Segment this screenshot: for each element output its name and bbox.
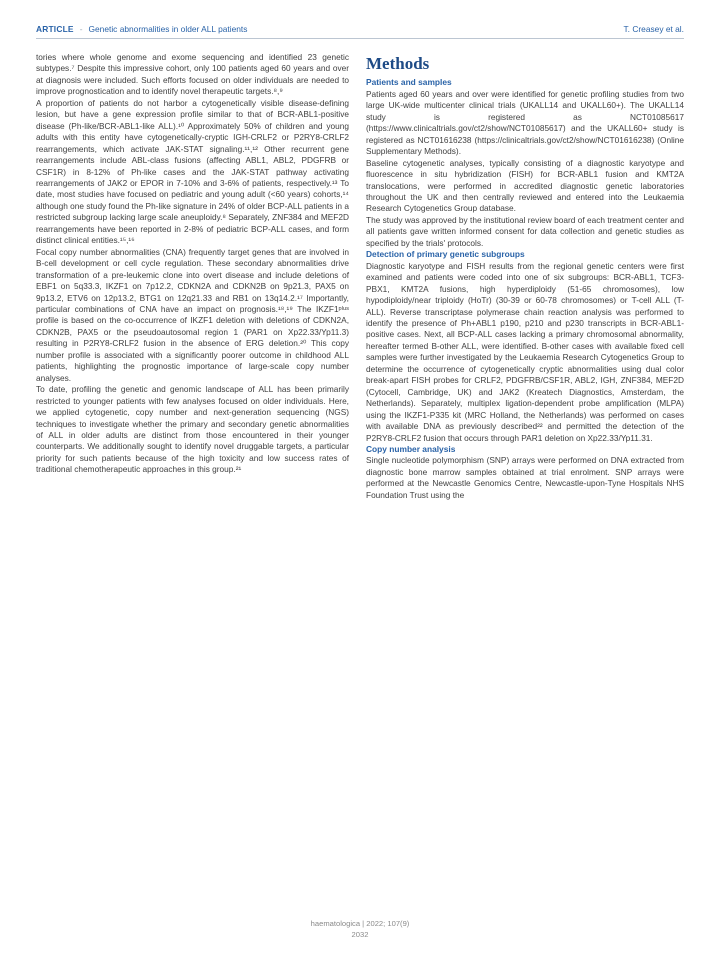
subsection-heading: Patients and samples (366, 77, 452, 88)
body-paragraph: Focal copy number abnormalities (CNA) frequently target genes that are involved in B-cell development or cell cycle regulation. These secondary abnormalities drive transformation of a pre-leukemic clone into overt disease and include deletions of EBF1 on 5q33.3, IKZF1 on 7p12.2, CDKN2A and CDKN2B on 9p21.3, PAX5 on 9p13.2, ETV6 on 12p13.2, BTG1 on 12q21.33 and RB1 on 13q14.2.¹⁷ Importantly, particular combinations of CNA have an impact on prognosis.¹⁸,¹⁹ The IKZF1ᵖˡᵘˢ profile is based on the co-occurrence of IKZF1 deletion with deletions of CDKN2A, CDKN2B, PAX5 or the pseudoautosomal region 1 (PAR1 on Xp22.33/Yp11.3) resulting in P2RY8-CRLF2 fusion in the absence of ERG deletion.²⁰ This copy number profile is associated with a significantly poorer outcome in childhood ALL patients, highlighting the prognostic importance of large-scale copy number analyses. (36, 246, 349, 383)
left-column (36, 52, 349, 476)
body-paragraph: Single nucleotide polymorphism (SNP) arrays were performed on DNA extracted from diagnostic bone marrow samples obtained at trial enrolment. SNP arrays were performed at the Newcastle Genomics Centre, Newcastle-upon-Tyne Hospitals NHS Foundation Trust using the (366, 455, 684, 500)
running-authors: T. Creasey et al. (623, 24, 684, 34)
journal-citation: haematologica | 2022; 107(9) (310, 919, 410, 928)
body-paragraph: Patients aged 60 years and over were identified for genetic profiling studies from two large UK-wide multicenter clinical trials (UKALL14 and UKALL60+). The UKALL14 study is registered as NCT01085617 (https://www.clinicaltrials.gov/ct2/show/NCT01085617) and the UKALL60+ study is registered as NCT01616238 (https://clinicaltrials.gov/ct2/show/NCT01616238) (Online Supplementary Methods). (366, 88, 684, 157)
running-header (36, 22, 684, 36)
header-left (36, 24, 247, 34)
body-paragraph: Diagnostic karyotype and FISH results from the regional genetic centers were first examined and patients were coded into one of six subgroups: BCR-ABL1, TCF3-PBX1, KMT2A fusions, high hyperdiploidy (51-65 chromosomes), low hypodiploidy/near triploidy (HoTr) (30-39 or 60-78 chromosomes) or T-cell ALL (T-ALL). Reverse transcriptase polymerase chain reaction analysis was performed to identify the presence of Ph+ABL1 p190, p210 and p230 transcripts in BCR-ABL1-positive cases. Next, all BCP-ALL cases lacking a primary chromosomal abnormality, hereafter termed B-other ALL, were identified. B-other cases with available fixed cell samples were further investigated by the Leukaemia Research Cytogenetics Group to determine the occurrence of cytogenetically cryptic abnormalities using dual color break-apart FISH probes for CRLF2, PDGFRB/CSF1R, ABL2, IGH, ZNF384, MEF2D (Cytocell, Cambridge, UK) and JAK2 (Kreatech Diagnostics, Amsterdam, the Netherlands). Separately, multiplex ligation-dependent probe amplification (MLPA) using the IKZF1-P335 kit (MRC Holland, the Netherlands) was performed on cases with available DNA as previously described²² and permitted the detection of the P2RY8-CRLF2 fusion that occurs through PAR1 deletion on Xp22.33/Yp11.31. (366, 260, 684, 443)
header-rule (36, 38, 684, 39)
page-footer (0, 918, 720, 940)
body-paragraph: A proportion of patients do not harbor a cytogenetically visible disease-defining lesion, but have a gene expression profile similar to that of BCR-ABL1-positive disease (Ph-like/BCR-ABL1-like ALL).¹⁰ Approximately 50% of children and young adults with this entity have cytogenetically-cryptic IGH-CRLF2 or P2RY8-CRLF2 rearrangements, which activate JAK-STAT signaling.¹¹,¹² Other recurrent gene rearrangements include ABL-class fusions (affecting ABL1, ABL2, PDGFRB or CSF1R) in 8-12% of Ph-like cases and the JAK-STAT pathway activating rearrangements of JAK2 or EPOR in 7-10% and 3-6% of patients, respectively.¹³ To date, most studies have focused on pediatric and young adult (<60 years) cohorts,¹⁴ although one study found the Ph-like signature in 24% of older BCP-ALL patients in a restricted subgroup lacking large scale aneuploidy.⁸ Separately, ZNF384 and MEF2D rearrangements have been reported in 2-8% of pediatric BCP-ALL cases, and form distinct clinical entities.¹⁵,¹⁶ (36, 97, 349, 246)
page-number: 2032 (351, 930, 369, 939)
right-column (366, 52, 684, 501)
section-heading-methods: Methods (366, 54, 430, 73)
subsection-heading: Copy number analysis (366, 443, 456, 454)
article-type-label: ARTICLE (36, 24, 74, 34)
subsection-heading: Detection of primary genetic subgroups (366, 249, 525, 260)
body-paragraph: Baseline cytogenetic analyses, typically consisting of a diagnostic karyotype and fluorescence in situ hybridization (FISH) for BCR-ABL1 fusion and KMT2A translocations, were performed in accredited diagnostic genetic laboratories throughout the UK and then centrally reviewed and entered into the Leukaemia Research Cytogenetics Group database. (366, 157, 684, 214)
body-paragraph: To date, profiling the genetic and genomic landscape of ALL has been primarily restricted to younger patients with few analyses focused on older individuals. Here, we applied cytogenetic, copy number and next-generation sequencing (NGS) techniques to investigate whether the primary and secondary genetic abnormalities of ALL in older adults are distinct from those encountered in their younger counterparts. We additionally sought to identify novel druggable targets, a particular priority for such patients because of the high toxicity and low success rates of traditional chemotherapeutic approaches in this group.²¹ (36, 384, 349, 475)
body-paragraph: tories where whole genome and exome sequencing and identified 23 genetic subtypes.⁷ Despite this impressive cohort, only 100 patients aged 60 years and over at diagnosis were included. Such efforts focused on older individuals are needed to improve prognostication and to identify novel therapeutic targets.⁸,⁹ (36, 52, 349, 97)
running-title: Genetic abnormalities in older ALL patients (88, 24, 248, 34)
header-separator: - (79, 24, 83, 34)
body-paragraph: The study was approved by the institutional review board of each treatment center and all patients gave written informed consent for data collection and genetic studies as specified by the trials' protocols. (366, 214, 684, 248)
